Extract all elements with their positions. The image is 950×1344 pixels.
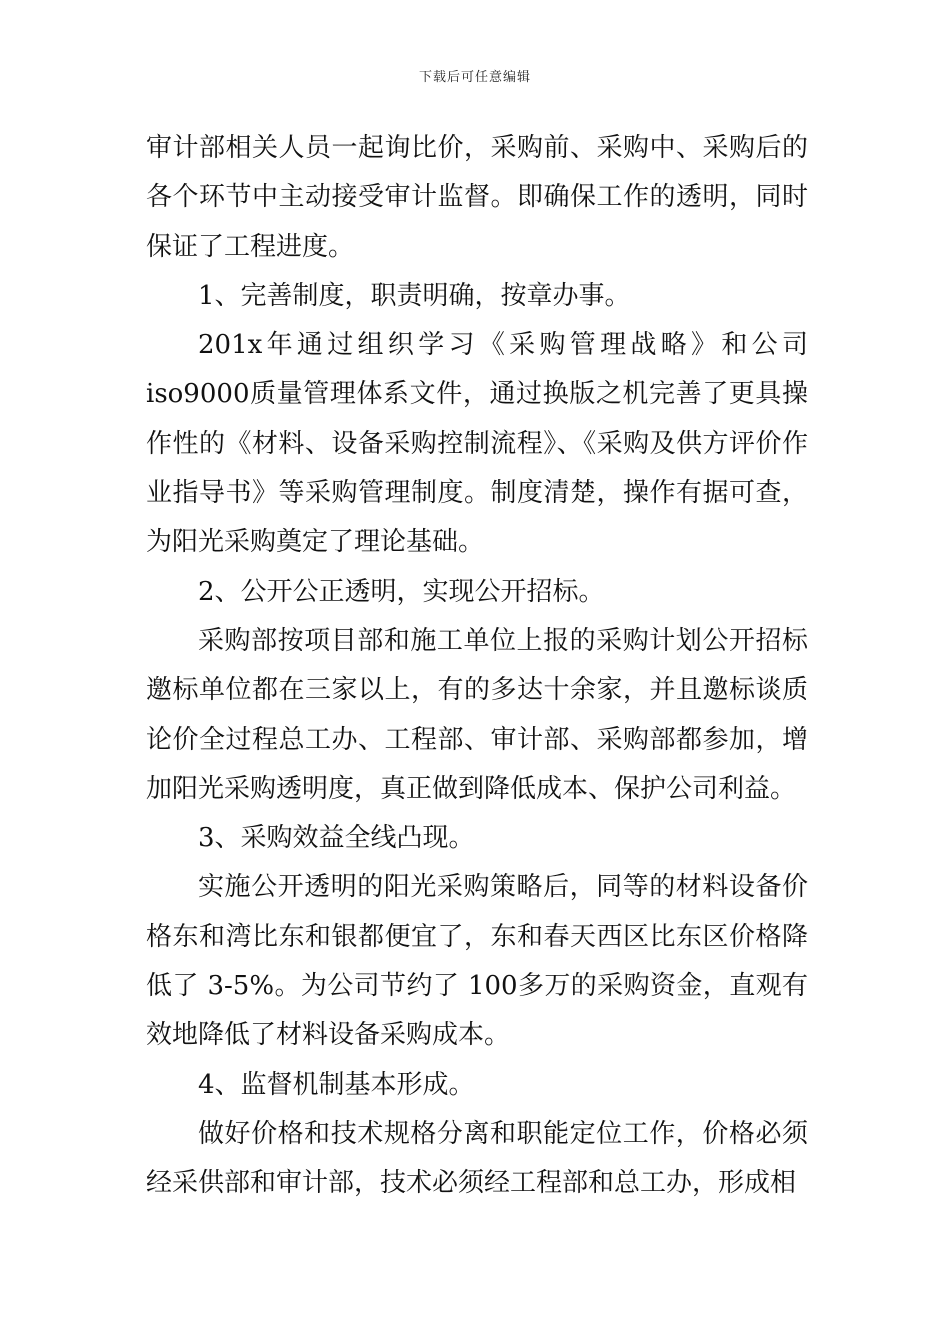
paragraph-procurement-benefits: 实施公开透明的阳光采购策略后，同等的材料设备价格东和湾比东和银都便宜了，东和春天西区比东区价格降低了 3-5%。为公司节约了 100多万的采购资金，直观有效地降低了材料设备采购成本。 [146,872,808,1051]
section-heading-4: 4、监督机制基本形成。 [198,1069,475,1100]
section-heading-1: 1、完善制度，职责明确，按章办事。 [198,280,631,311]
paragraph-system-improvement: 201x年通过组织学习《采购管理战略》和公司 iso9000质量管理体系文件，通过换版之机完善了更具操作性的《材料、设备采购控制流程》、《采购及供方评价作业指导书》等采购管理制度。制度清楚，操作有据可查，为阳光采购奠定了理论基础。 [146,330,808,558]
section-heading-2: 2、公开公正透明，实现公开招标。 [198,576,605,607]
section-heading-3: 3、采购效益全线凸现。 [198,823,475,854]
page-header-note: 下载后可任意编辑 [418,70,531,85]
paragraph-supervision-mechanism: 做好价格和技术规格分离和职能定位工作，价格必须经采供部和审计部，技术必须经工程部和总工办，形成相 [146,1118,808,1199]
document-body [146,124,808,1209]
paragraph-public-bidding: 采购部按项目部和施工单位上报的采购计划公开招标邀标单位都在三家以上，有的多达十余家，并且邀标谈质论价全过程总工办、工程部、审计部、采购部都参加，增加阳光采购透明度，真正做到降低成本、保护公司利益。 [146,625,808,804]
paragraph-continuation: 审计部相关人员一起询比价，采购前、采购中、采购后的各个环节中主动接受审计监督。即确保工作的透明，同时保证了工程进度。 [146,133,808,262]
